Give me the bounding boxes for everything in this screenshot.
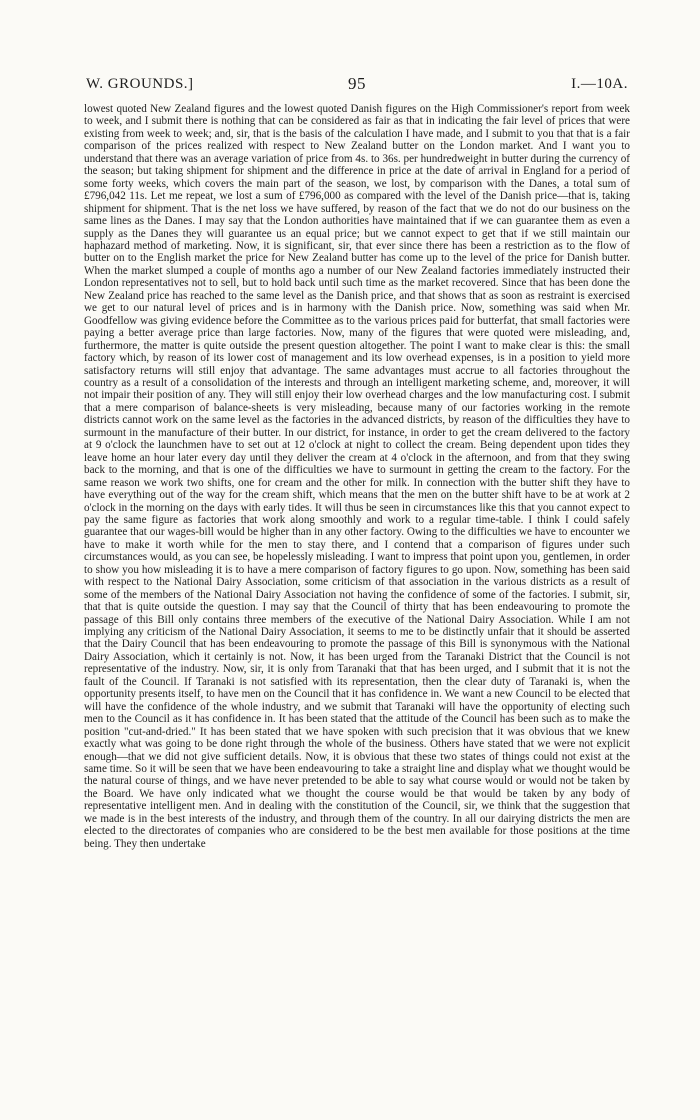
body-text-block [84,103,630,850]
document-reference: I.—10A. [571,76,628,92]
header-witness: W. GROUNDS.] [86,76,194,92]
body-paragraph: lowest quoted New Zealand figures and the lowest quoted Danish figures on the High Commissioner's report from week to week, and I submit there is nothing that can be considered as fair as that in indicating the fair level of prices that were existing from week to week; and, sir, that is the basis of the calculation I have made, and I submit to you that that is a fair comparison of the prices realized with respect to New Zealand butter on the London market. And I want you to understand that there was an average variation of price from 4s. to 36s. per hundredweight in butter during the currency of the season; but taking shipment for shipment and the difference in price at the date of arrival in England for a period of some forty weeks, which covers the main part of the season, we lost, by comparison with the Danes, a total sum of £796,042 11s. Let me repeat, we lost a sum of £796,000 as compared with the level of the Danish price—that is, taking shipment for shipment. That is the net loss we have suffered, by reason of the fact that we do not do our business on the same lines as the Danes. I may say that the London authorities have maintained that if we can guarantee them as even a supply as the Danes they will guarantee us an equal price; but we cannot expect to get that if we still maintain our haphazard method of marketing. Now, it is significant, sir, that ever since there has been a restriction as to the flow of butter on to the English market the price for New Zealand butter has come up to the level of the price for Danish butter. When the market slumped a couple of months ago a number of our New Zealand factories immediately instructed their London representatives not to sell, but to hold back until such time as the market recovered. Since that has been done the New Zealand price has reached to the same level as the Danish price, and that shows that as soon as restraint is exercised we get to our natural level of prices and is in harmony with the Danish price. Now, something was said when Mr. Goodfellow was giving evidence before the Committee as to the various prices paid for butterfat, that small factories were paying a better average price than large factories. Now, many of the figures that were quoted were misleading, and, furthermore, the matter is quite outside the present question altogether. The point I want to make clear is this: the small factory which, by reason of its lower cost of management and its low overhead expenses, is in a position to yield more satisfactory returns will still enjoy that advantage. The same advantages must accrue to all factories throughout the country as a result of a consolidation of the interests and through an intelligent marketing scheme, and, moreover, it will not impair their position of any. They will still enjoy their low overhead charges and the low manufacturing cost. I submit that a mere comparison of balance-sheets is very misleading, because many of our factories working in the remote districts cannot work on the same level as the factories in the advanced districts, by reason of the difficulties they have to surmount in the manufacture of their butter. In our district, for instance, in order to get the cream delivered to the factory at 9 o'clock the launchmen have to set out at 12 o'clock at night to collect the cream. Being dependent upon tides they leave home an hour later every day until they deliver the cream at 4 o'clock in the afternoon, and from that they swing back to the morning, and that is one of the difficulties we have to surmount in getting the cream to the factory. For the same reason we work two shifts, one for cream and the other for milk. In connection with the butter shift they have to have everything out of the way for the cream shift, which means that the men on the butter shift have to be at work at 2 o'clock in the morning on the days with early tides. It will thus be seen in circumstances like this that you cannot expect to pay the same figure as factories that work along smoothly and work to a regular time-table. I think I could safely guarantee that our wages-bill would be higher than in any other factory. Owing to the difficulties we have to encounter we have to make it worth while for the men to stay there, and I contend that a comparison of figures under such circumstances would, as you can see, be hopelessly misleading. I want to impress that point upon you, gentlemen, in order to show you how misleading it is to have a mere comparison of factory figures to go upon. Now, something has been said with respect to the National Dairy Association, some criticism of that association in the various districts as a result of some of the members of the National Dairy Association not having the confidence of some of the factories. I submit, sir, that that is quite outside the question. I may say that the Council of thirty that has been endeavouring to promote the passage of this Bill only contains three members of the executive of the National Dairy Association. While I am not implying any criticism of the National Dairy Association, it seems to me to be distinctly unfair that it should be asserted that the Dairy Council that has been endeavouring to promote the passage of this Bill is synonymous with the National Dairy Association, which it certainly is not. Now, it has been urged from the Taranaki District that the Council is not representative of the industry. Now, sir, it is only from Taranaki that that has been urged, and I submit that it is not the fault of the Council. If Taranaki is not satisfied with its representation, then the clear duty of Taranaki is, when the opportunity presents itself, to have men on the Council that it has confidence in. We want a new Council to be elected that will have the confidence of the whole industry, and we submit that Taranaki will have the opportunity of electing such men to the Council as it has confidence in. It has been stated that the attitude of the Council has been such as to make the position "cut-and-dried." It has been stated that we have spoken with such precision that it was obvious that we knew exactly what was going to be done right through the whole of the business. Others have stated that we were not explicit enough—that we did not give sufficient details. Now, it is obvious that these two states of things could not exist at the same time. So it will be seen that we have been endeavouring to take a straight line and display what we thought would be the natural course of things, and we have never pretended to be able to say what course would or would not be taken by the Board. We have only indicated what we thought the course would be that would be taken by any body of representative intelligent men. And in dealing with the constitution of the Council, sir, we think that the suggestion that we made is in the best interests of the industry, and through them of the country. In all our dairying districts the men are elected to the directorates of companies who are considered to be the best men available for those positions at the time being. They then undertake [84,103,630,850]
page-number: 95 [348,74,366,93]
page-header [86,76,628,96]
